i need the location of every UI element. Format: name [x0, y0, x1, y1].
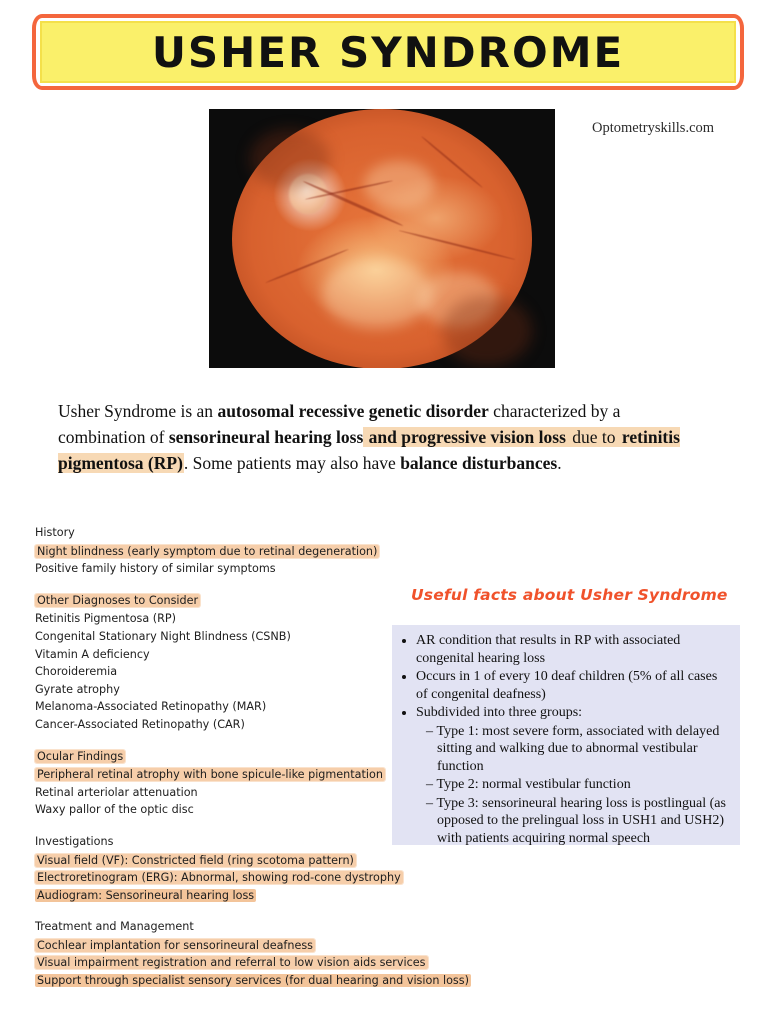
fundus-disc-area	[232, 109, 532, 368]
note-item: Positive family history of similar symptoms	[35, 562, 276, 576]
note-item: Melanoma-Associated Retinopathy (MAR)	[35, 700, 267, 714]
intro-bold-1: autosomal recessive genetic disorder	[217, 401, 489, 421]
retinal-vessel	[399, 229, 516, 260]
note-item	[35, 766, 435, 784]
intro-text-1: Usher Syndrome is an	[58, 401, 218, 421]
facts-bullet	[416, 704, 730, 847]
intro-paragraph	[58, 398, 698, 476]
retinal-mottling	[322, 259, 432, 329]
note-item	[35, 887, 435, 905]
facts-subbullet: – Type 2: normal vestibular function	[426, 776, 730, 794]
note-item-text: Audiogram: Sensorineural hearing loss	[37, 888, 255, 902]
section-heading-text: Ocular Findings	[37, 749, 124, 763]
section-heading	[35, 592, 435, 610]
note-item	[35, 937, 435, 955]
notes-section-investigations	[35, 833, 435, 904]
intro-highlight-1: and progressive vision loss	[364, 427, 566, 447]
notes-column	[35, 524, 469, 1004]
note-item-text: Support through specialist sensory services (for dual hearing and vision loss)	[37, 974, 469, 988]
note-item: Waxy pallor of the optic disc	[35, 803, 194, 817]
note-item	[35, 954, 435, 972]
notes-section-history	[35, 524, 435, 578]
intro-text-2: characterized by a combination of	[58, 401, 621, 447]
facts-title: Useful facts about Usher Syndrome	[411, 586, 728, 604]
note-item-text: Peripheral retinal atrophy with bone spicule-like pigmentation	[37, 768, 383, 782]
facts-box	[392, 625, 740, 845]
fundus-photograph	[209, 109, 555, 368]
title-banner	[32, 14, 744, 90]
note-item: Congenital Stationary Night Blindness (CSNB)	[35, 629, 291, 643]
source-credit: Optometryskills.com	[592, 120, 715, 136]
note-item: Cancer-Associated Retinopathy (CAR)	[35, 717, 245, 731]
facts-sublist	[416, 723, 730, 848]
note-item: Choroideremia	[35, 665, 118, 679]
intro-text-3: due to	[567, 427, 620, 447]
intro-bold-4: balance disturbances	[400, 453, 558, 473]
note-item: Retinal arteriolar attenuation	[35, 785, 198, 799]
facts-subbullet: – Type 1: most severe form, associated with delayed sitting and walking due to abnormal vestibular function	[426, 723, 730, 776]
section-heading: History	[35, 526, 75, 539]
note-item-text: Visual impairment registration and referral to low vision aids services	[37, 956, 426, 970]
facts-bullet: • AR condition that results in RP with associated congenital hearing loss	[416, 632, 730, 667]
section-heading: Investigations	[35, 834, 114, 848]
note-item: Retinitis Pigmentosa (RP)	[35, 612, 177, 626]
note-item-text: Visual field (VF): Constricted field (ring scotoma pattern)	[37, 853, 354, 867]
note-item: Vitamin A deficiency	[35, 647, 150, 661]
note-item	[35, 869, 435, 887]
intro-bold-3: retinitis pigmentosa (RP)	[58, 427, 680, 473]
retinal-pigment-patch	[442, 296, 532, 366]
intro-text-4: . Some patients may also have	[183, 453, 401, 473]
intro-bold-2: sensorineural hearing loss	[168, 427, 364, 447]
notes-section-treatment	[35, 918, 469, 989]
note-item	[35, 972, 469, 990]
section-heading: Treatment and Management	[35, 920, 194, 934]
facts-list	[400, 632, 730, 847]
notes-section-differentials	[35, 592, 435, 734]
intro-text-5: .	[557, 453, 562, 473]
facts-subbullet: – Type 3: sensorineural hearing loss is postlingual (as opposed to the prelingual loss in USH1 and USH2) with patients acquiring normal speech	[426, 795, 730, 848]
retinal-pigment-patch	[250, 129, 330, 189]
note-item-text: Night blindness (early symptom due to retinal degeneration)	[37, 544, 378, 558]
page-title: USHER SYNDROME	[151, 27, 625, 77]
note-item-text: Electroretinogram (ERG): Abnormal, showing rod-cone dystrophy	[37, 871, 401, 885]
note-item	[35, 543, 435, 561]
section-heading	[35, 748, 435, 766]
note-item-text: Cochlear implantation for sensorineural deafness	[37, 938, 314, 952]
note-item: Gyrate atrophy	[35, 682, 120, 696]
facts-bullet: • Occurs in 1 of every 10 deaf children (5% of all cases of congenital deafness)	[416, 668, 730, 703]
facts-bullet-text: Subdivided into three groups:	[416, 705, 583, 720]
section-heading-text: Other Diagnoses to Consider	[37, 593, 199, 607]
note-item	[35, 852, 435, 870]
notes-section-ocular-findings	[35, 748, 435, 819]
